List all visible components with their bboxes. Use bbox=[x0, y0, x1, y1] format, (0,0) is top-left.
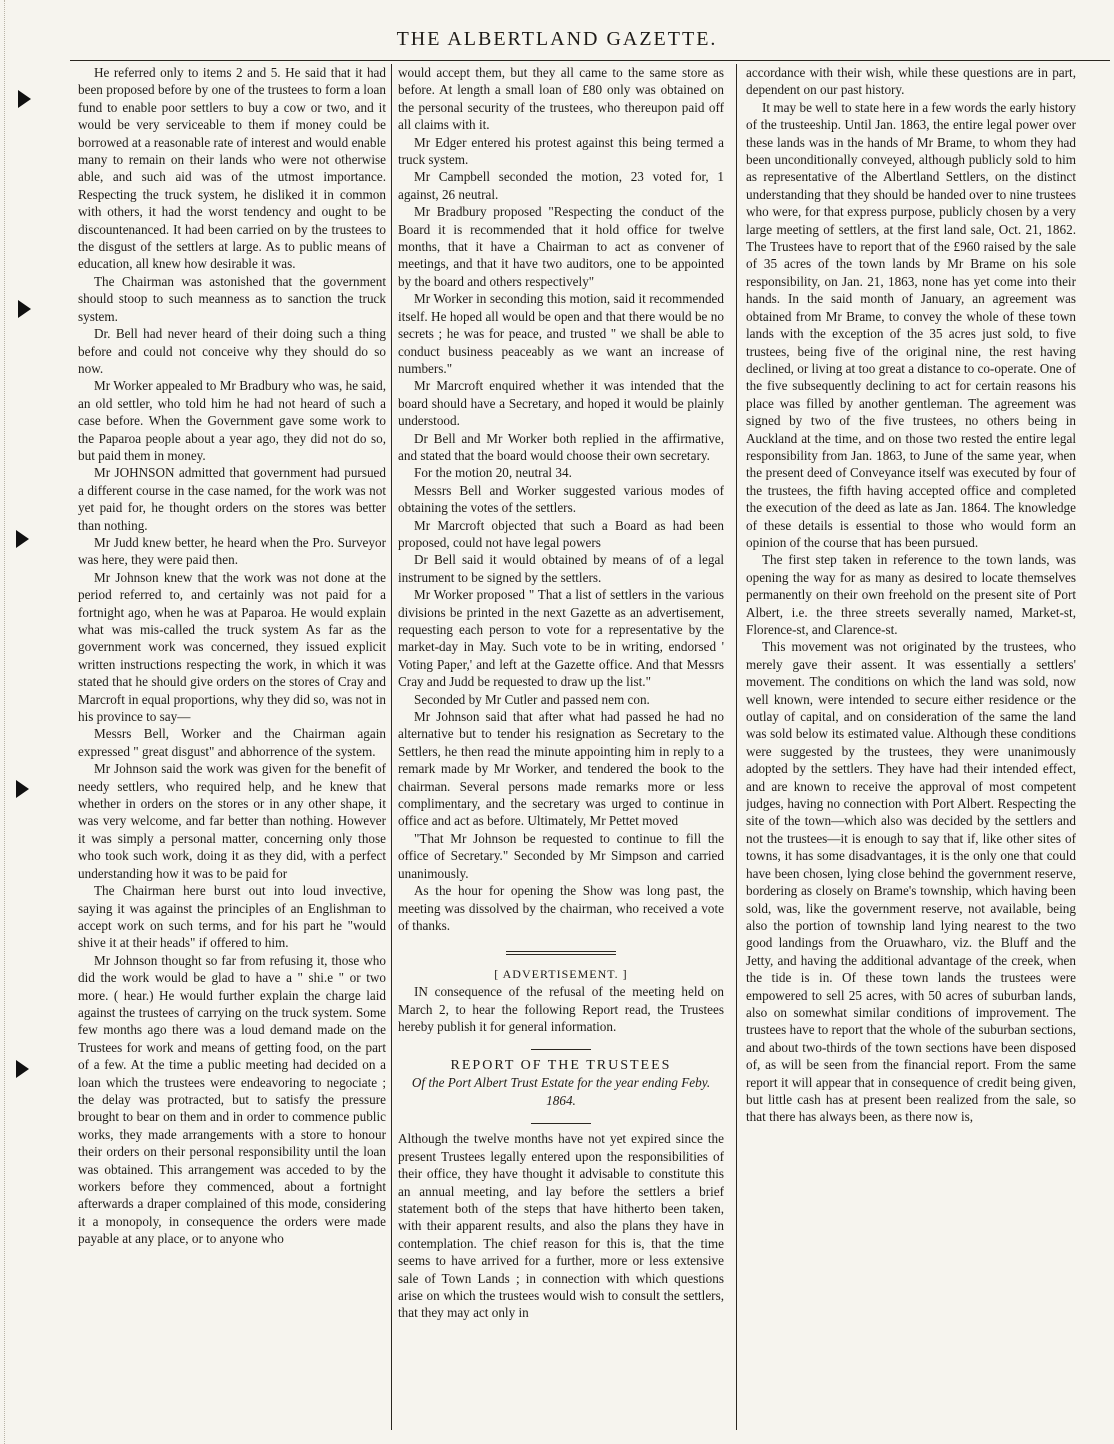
advertisement-label: [ ADVERTISEMENT. ] bbox=[494, 966, 628, 981]
paragraph: Mr Marcroft enquired whether it was intended that the board should have a Secretary, and hoped it would be plainly understood. bbox=[398, 378, 724, 429]
paragraph: Mr Edger entered his protest against this being termed a truck system. bbox=[398, 134, 724, 168]
paragraph: Seconded by Mr Cutler and passed nem con. bbox=[414, 691, 650, 707]
column-3 bbox=[746, 64, 1076, 1434]
page-edge bbox=[4, 0, 15, 1444]
margin-mark-icon bbox=[16, 780, 29, 798]
masthead: THE ALBERTLAND GAZETTE. bbox=[396, 28, 718, 50]
paragraph: The first step taken in reference to the town lands, was opening the way for as many as desired to locate themselves permanently on their own freehold on the present site of Port Albert, i.e. the three streets severally named, Market-st, Florence-st, and Clarence-st. bbox=[746, 552, 1076, 637]
paragraph: The Chairman here burst out into loud invective, saying it was against the principles of an Englishman to accept work on such terms, and for his part he "would shive it at their heads" if offered to him. bbox=[78, 883, 386, 951]
margin-mark-icon bbox=[18, 300, 31, 318]
paragraph: Messrs Bell and Worker suggested various modes of obtaining the votes of the settlers. bbox=[398, 482, 724, 516]
paragraph: Mr Bradbury proposed "Respecting the conduct of the Board it is recommended that it hold office for twelve months, that it have a Chairman to act as convener of meetings, and that it have two auditors, one to be appointed by the board and others respectively" bbox=[398, 204, 724, 289]
margin-mark-icon bbox=[18, 90, 31, 108]
section-divider bbox=[398, 942, 724, 959]
paragraph: Mr Worker proposed " That a list of settlers in the various divisions be printed in the next Gazette as an advertisement, requesting each person to vote for a representative by the market-day in May. Such vote to be in writing, endorsed ' Voting Paper,' and left at the Gazette office. And that Messrs Cray and Judd be requested to draw up the list." bbox=[398, 587, 724, 690]
paragraph: would accept them, but they all came to the same store as before. At length a small loan of £80 only was obtained on the personal security of the trustees, who thereupon paid off all claims with it. bbox=[398, 65, 724, 133]
column-divider bbox=[391, 64, 392, 1430]
paragraph: Mr Campbell seconded the motion, 23 voted for, 1 against, 26 neutral. bbox=[398, 169, 724, 202]
paragraph: Mr JOHNSON admitted that government had pursued a different course in the case named, for the work was not yet paid for, he thought orders on the stores was better than nothing. bbox=[78, 465, 386, 533]
margin-mark-icon bbox=[16, 1060, 29, 1078]
paragraph: Dr. Bell had never heard of their doing such a thing before and could not conceive why they should do so now. bbox=[78, 326, 386, 376]
report-text: Although the twelve months have not yet expired since the present Trustees legally entered upon the responsibilities of their office, they have thought it advisable to constitute this an annual meeting, and lay before the settlers a brief statement both of the steps that have hitherto been taken, with their apparent results, and also the plans they have in contemplation. The chief reason for this is, that the time seems to have arrived for a further, more or less extensive sale of Town Lands ; in connection with which questions arise on which the trustees would wish to consult the settlers, that they may act only in bbox=[398, 1131, 724, 1321]
paragraph: For the motion 20, neutral 34. bbox=[414, 465, 572, 481]
column-2 bbox=[398, 64, 724, 1434]
paragraph: It may be well to state here in a few words the early history of the trusteeship. Until Jan. 1863, the entire legal power over these lands was in the hands of Mr Brame, to whom they had been unconditionally conveyed, although publicly sold to him as representative of the Albertland Settlers, on the distinct understanding that they should be handed over to nine trustees who were, for that express purpose, publicly chosen by a very large meeting of settlers, at the first land sale, Oct. 21, 1862. The Trustees have to report that of the £960 raised by the sale of 35 acres of the town lands by Mr Brame on his sole responsibility, on Jan. 21, 1863, none has yet come into their hands. In the said month of January, an agreement was obtained from Mr Brame, to convey the whole of these town lands with the exception of the 35 acres just sold, to five trustees, being five of the original nine, the rest having declined, or living at too great a distance to co-operate. One of the five subsequently declining to act for certain reasons his place was filled by another gentleman. The agreement was signed by two of the five trustees, no others being in Auckland at the time, and on those two rested the entire legal responsibility from Jan. 1863, to June of the same year, when the present deed of Conveyance itself was executed by four of the trustees, the fifth having accepted office and completed the execution of the deed as late as Jan. 1864. The knowledge of these details is essential to those who would form an opinion of the course that has been pursued. bbox=[746, 99, 1076, 550]
short-rule bbox=[398, 1111, 724, 1128]
margin-mark-icon bbox=[16, 530, 29, 548]
column-divider bbox=[736, 64, 737, 1430]
paragraph: Mr Marcroft objected that such a Board as had been proposed, could not have legal powers bbox=[398, 517, 724, 550]
paragraph: Messrs Bell, Worker and the Chairman again expressed " great disgust" and abhorrence of the system. bbox=[78, 726, 386, 759]
paragraph: Mr Judd knew better, he heard when the Pro. Surveyor was here, they were paid then. bbox=[78, 534, 386, 568]
paragraph: Dr Bell and Mr Worker both replied in the affirmative, and stated that the board would choose their own secretary. bbox=[398, 430, 724, 463]
report-subtitle: Of the Port Albert Trust Estate for the year ending Feby. 1864. bbox=[411, 1075, 711, 1108]
paragraph: He referred only to items 2 and 5. He said that it had been proposed before by one of the trustees to form a loan fund to enable poor settlers to buy a cow or two, and it would be very serviceable to them if money could be borrowed at a reasonable rate of interest and would enable many to remain on their lands who were not otherwise able, and such aid was of the utmost importance. Respecting the truck system, he disliked it in common with others, it had the worst tendency and ought to be discountenanced. It had been carried on by the trustees to the disgust of the settlers at large. As to public means of education, all knew how desirable it was. bbox=[78, 65, 386, 272]
paragraph: Mr Worker in seconding this motion, said it recommended itself. He hoped all would be open and that there would be no secrets ; he was for peace, and trusted " we shall be able to conduct business peaceably as we want an increase of numbers." bbox=[398, 291, 724, 376]
advertisement-text: IN consequence of the refusal of the meeting held on March 2, to hear the following Report read, the Trustees hereby publish it for general information. bbox=[398, 984, 724, 1034]
column-1 bbox=[78, 64, 386, 1434]
paragraph: Mr Johnson thought so far from refusing it, those who did the work would be glad to have a " shi.e " or two more. ( hear.) He would further explain the charge laid against the trustees of carrying on the truck system. Some few months ago there was a loud demand made on the Trustees for work and means of getting food, on the part of a few. At the time a public meeting had decided on a loan which the trustees were endeavoring to negociate ; the delay was protracted, but to satisfy the pressure brought to bear on them and in order to commence public works, they made arrangements with a store to honour their orders on their personal responsibility until the loan was obtained. This arrangement was acceded to by the workers before they commenced, about a fortnight afterwards a draper complained of this mode, considering it a monopoly, in consequence the orders were made payable at any place, or to anyone who bbox=[78, 952, 386, 1247]
paragraph: As the hour for opening the Show was long past, the meeting was dissolved by the chairman, who received a vote of thanks. bbox=[398, 883, 724, 933]
paragraph: accordance with their wish, while these questions are in part, dependent on our past history. bbox=[746, 65, 1076, 98]
paragraph: The Chairman was astonished that the government should stoop to such meanness as to sanction the truck system. bbox=[78, 273, 386, 324]
paragraph: "That Mr Johnson be requested to continue to fill the office of Secretary." Seconded by Mr Simpson and carried unanimously. bbox=[398, 830, 724, 881]
paragraph: Mr Johnson knew that the work was not done at the period referred to, and certainly was not paid for a fortnight ago, when he was at Paparoa. He would explain what was mis-called the truck system As far as the government work was concerned, they issued explicit written instructions respecting the work, in which it was stated that he should give orders on the stores of Cray and Marcroft in equal proportions, why they did so, was not in his province to say— bbox=[78, 569, 386, 725]
paragraph: Mr Worker appealed to Mr Bradbury who was, he said, an old settler, who told him he had not heard of such a case before. When the Government gave some work to the Paparoa people about a year ago, they did not do so, but paid them in money. bbox=[78, 378, 386, 463]
masthead-rule bbox=[70, 60, 1110, 61]
report-title: REPORT OF THE TRUSTEES bbox=[450, 1057, 672, 1073]
paragraph: Dr Bell said it would obtained by means of of a legal instrument to be signed by the settlers. bbox=[398, 552, 724, 585]
paragraph: This movement was not originated by the trustees, who merely gave their assent. It was essentially a settlers' movement. The conditions on which the land was sold, now well known, were intended to secure either residence or the outlay of capital, and on consideration of the same the land was sold below its estimated value. Although these conditions were suggested by the trustees, they were unanimously adopted by the settlers. They have had their intended effect, and are known to receive the approval of most competent judges, having no connection with Port Albert. Respecting the site of the town—which also was decided by the settlers and not the trustees—it is enough to say that if, like other sites of towns, it has some disadvantages, it is the only one that could have been chosen, lying close behind the government reserve, bordering as closely on Brame's township, which having been sold, was, like the government reserve, not available, being also the portion of township land lying nearest to the two good landings from the Oruawharo, viz. the Bluff and the Jetty, and having the additional advantage of the creek, when the tide is in. Of these town lands the trustees were empowered to sell 25 acres, with 50 acres of suburban lands, also on somewhat similar conditions of improvement. The trustees have to report that the whole of the suburban sections, and about two-thirds of the town sections have been disposed of, as will be seen from the financial report. From the same report it will appear that in consequence of credit being given, but little cash has at present been realized from the sale, so that there has always been, as there now is, bbox=[746, 639, 1076, 1125]
paragraph: Mr Johnson said that after what had passed he had no alternative but to tender his resignation as Secretary to the Settlers, he then read the minute appointing him in reply to a remark made by Mr Worker, and tendered the book to the chairman. Several persons made remarks more or less complimentary, and the secretary was urged to continue in office and act as before. Ultimately, Mr Pettet moved bbox=[398, 709, 724, 829]
short-rule bbox=[398, 1037, 724, 1054]
paragraph: Mr Johnson said the work was given for the benefit of needy settlers, who required help, and he knew that whether in orders on the stores or in any other shape, it was very welcome, and far better than nothing. However it was simply a personal matter, concerning only those who took such work, doing it as they did, with a perfect understanding how it was to be paid for bbox=[78, 761, 386, 881]
